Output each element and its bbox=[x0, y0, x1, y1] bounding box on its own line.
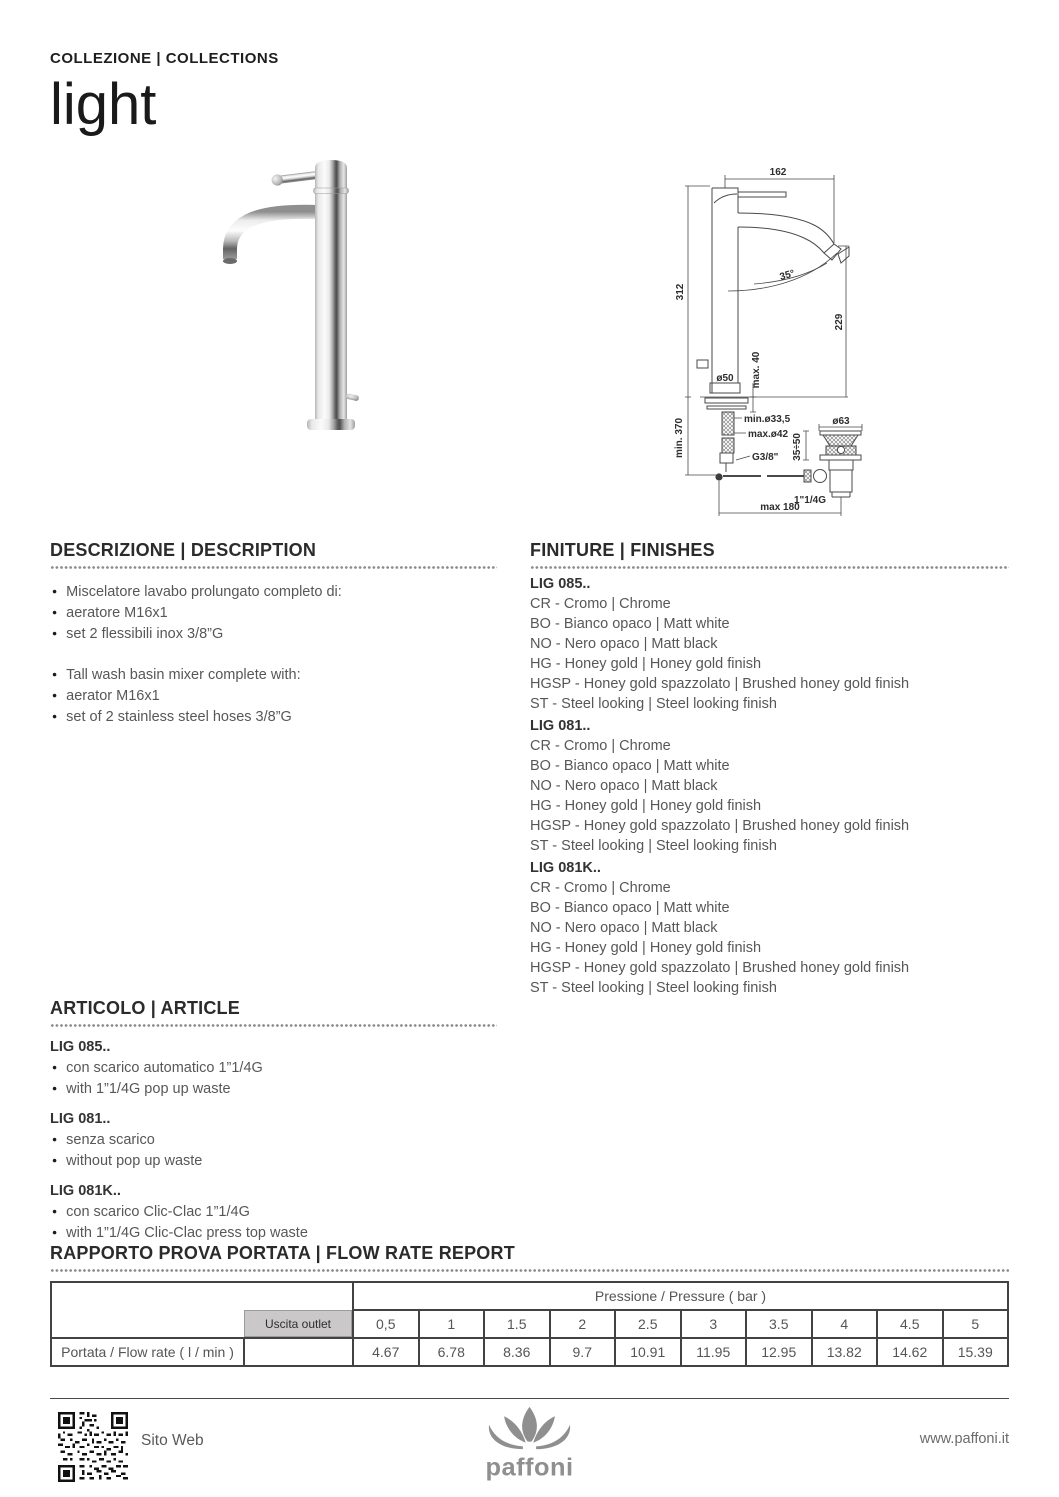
description-item: aeratore M16x1 bbox=[66, 605, 168, 621]
description-item: Miscelatore lavabo prolungato completo di: bbox=[66, 584, 342, 600]
article-group bbox=[50, 1037, 497, 1099]
dim-min370: min. 370 bbox=[674, 417, 685, 459]
finish-option: CR - Cromo | Chrome bbox=[530, 596, 671, 612]
finish-option: BO - Bianco opaco | Matt white bbox=[530, 758, 730, 774]
description-heading: DESCRIZIONE | DESCRIPTION bbox=[50, 540, 317, 560]
technical-drawing bbox=[648, 150, 888, 540]
finish-option: ST - Steel looking | Steel looking finish bbox=[530, 696, 777, 712]
finish-option: CR - Cromo | Chrome bbox=[530, 738, 671, 754]
dim-162: 162 bbox=[769, 167, 787, 178]
article-group bbox=[50, 1181, 497, 1243]
dim-d50: ø50 bbox=[716, 373, 734, 384]
finish-group-code: LIG 085.. bbox=[530, 576, 591, 592]
brand-wordmark: paffoni bbox=[485, 1453, 574, 1482]
flow-value: 6.78 bbox=[419, 1338, 485, 1366]
article-item: with 1”1/4G Clic-Clac press top waste bbox=[66, 1225, 308, 1241]
faucet-body bbox=[307, 160, 359, 430]
table-corner-cell bbox=[51, 1282, 353, 1338]
empty-cell bbox=[244, 1338, 353, 1366]
finish-group-code: LIG 081.. bbox=[530, 718, 591, 734]
pressure-header-cell: Pressione / Pressure ( bar ) bbox=[353, 1282, 1008, 1310]
finish-option: ST - Steel looking | Steel looking finish bbox=[530, 980, 777, 996]
list-item bbox=[52, 1078, 497, 1099]
article-item: con scarico Clic-Clac 1”1/4G bbox=[66, 1204, 250, 1220]
flow-value: 9.7 bbox=[550, 1338, 616, 1366]
pressure-value: 0,5 bbox=[353, 1310, 419, 1338]
article-heading: ARTICOLO | ARTICLE bbox=[50, 998, 240, 1018]
list-item bbox=[52, 1150, 497, 1171]
paffoni-logo bbox=[472, 1404, 587, 1484]
section-flow-report bbox=[50, 1243, 1009, 1367]
article-items bbox=[52, 1057, 497, 1099]
pressure-value: 2.5 bbox=[615, 1310, 681, 1338]
article-item: without pop up waste bbox=[66, 1153, 203, 1169]
article-group-code: LIG 081K.. bbox=[50, 1183, 121, 1199]
dim-min-d335: min.ø33,5 bbox=[744, 414, 791, 425]
list-item bbox=[52, 602, 497, 623]
pressure-value: 5 bbox=[943, 1310, 1009, 1338]
description-item: aerator M16x1 bbox=[66, 688, 160, 704]
pressure-value: 3 bbox=[681, 1310, 747, 1338]
flow-value: 10.91 bbox=[615, 1338, 681, 1366]
article-group-code: LIG 081.. bbox=[50, 1111, 111, 1127]
list-item bbox=[52, 1057, 497, 1078]
section-description bbox=[50, 540, 497, 727]
flow-rate-table bbox=[50, 1281, 1009, 1367]
description-list bbox=[52, 581, 497, 644]
section-article bbox=[50, 998, 497, 1243]
dim-d63: ø63 bbox=[832, 416, 850, 427]
flow-value: 11.95 bbox=[681, 1338, 747, 1366]
article-items bbox=[52, 1129, 497, 1171]
pressure-value: 1 bbox=[419, 1310, 485, 1338]
dim-312: 312 bbox=[675, 283, 686, 301]
finish-option: NO - Nero opaco | Matt black bbox=[530, 778, 718, 794]
finish-option: HGSP - Honey gold spazzolato | Brushed honey gold finish bbox=[530, 960, 910, 976]
drain-assembly-outline bbox=[814, 431, 862, 497]
dim-g38: G3/8" bbox=[752, 452, 779, 463]
header bbox=[50, 50, 279, 137]
article-item: senza scarico bbox=[66, 1132, 155, 1148]
flow-value: 4.67 bbox=[353, 1338, 419, 1366]
dim-35-50: 35÷50 bbox=[792, 433, 803, 461]
section-finishes bbox=[530, 540, 1009, 998]
finish-option: ST - Steel looking | Steel looking finish bbox=[530, 838, 777, 854]
pressure-value: 3.5 bbox=[746, 1310, 812, 1338]
finishes-list bbox=[530, 574, 1009, 998]
flow-value: 13.82 bbox=[812, 1338, 878, 1366]
pressure-value: 1.5 bbox=[484, 1310, 550, 1338]
article-item: with 1”1/4G pop up waste bbox=[66, 1081, 231, 1097]
outlet-label-cell: Uscita outlet bbox=[244, 1310, 352, 1337]
list-item bbox=[52, 685, 497, 706]
finish-option: NO - Nero opaco | Matt black bbox=[530, 636, 718, 652]
pressure-value: 4 bbox=[812, 1310, 878, 1338]
list-item bbox=[52, 1222, 497, 1243]
list-item bbox=[52, 664, 497, 685]
flow-value: 15.39 bbox=[943, 1338, 1009, 1366]
description-item: set 2 flessibili inox 3/8”G bbox=[66, 626, 224, 642]
website-url[interactable]: www.paffoni.it bbox=[919, 1431, 1009, 1447]
finish-option: HG - Honey gold | Honey gold finish bbox=[530, 656, 762, 672]
flow-value: 12.95 bbox=[746, 1338, 812, 1366]
collection-label: COLLEZIONE | COLLECTIONS bbox=[50, 50, 279, 67]
palm-fronds-icon bbox=[489, 1407, 570, 1449]
list-item bbox=[52, 1129, 497, 1150]
description-list-en bbox=[52, 664, 497, 727]
page-title: light bbox=[50, 72, 157, 137]
dotted-divider bbox=[50, 1269, 1009, 1272]
finish-option: HGSP - Honey gold spazzolato | Brushed honey gold finish bbox=[530, 818, 910, 834]
flow-value: 14.62 bbox=[877, 1338, 943, 1366]
finish-option: HGSP - Honey gold spazzolato | Brushed honey gold finish bbox=[530, 676, 910, 692]
dotted-divider bbox=[50, 566, 497, 569]
finish-option: CR - Cromo | Chrome bbox=[530, 880, 671, 896]
finish-option: HG - Honey gold | Honey gold finish bbox=[530, 798, 762, 814]
dotted-divider bbox=[50, 1024, 497, 1027]
dim-angle: 35° bbox=[778, 268, 797, 283]
flow-row-label: Portata / Flow rate ( l / min ) bbox=[51, 1338, 244, 1366]
faucet-spout bbox=[223, 212, 320, 264]
list-item bbox=[52, 623, 497, 644]
finishes-heading: FINITURE | FINISHES bbox=[530, 540, 715, 560]
article-group bbox=[50, 1109, 497, 1171]
article-items bbox=[52, 1201, 497, 1243]
finish-option: HG - Honey gold | Honey gold finish bbox=[530, 940, 762, 956]
dim-229: 229 bbox=[834, 313, 845, 331]
finish-option: BO - Bianco opaco | Matt white bbox=[530, 616, 730, 632]
list-item bbox=[52, 1201, 497, 1222]
description-item: Tall wash basin mixer complete with: bbox=[66, 667, 301, 683]
list-item bbox=[52, 581, 497, 602]
pressure-value: 4.5 bbox=[877, 1310, 943, 1338]
dim-1-14g: 1"1/4G bbox=[794, 495, 826, 506]
flow-rate-row bbox=[51, 1338, 1008, 1366]
dim-max40: max. 40 bbox=[751, 351, 762, 389]
flow-report-heading: RAPPORTO PROVA PORTATA | FLOW RATE REPORT bbox=[50, 1243, 515, 1263]
description-item: set of 2 stainless steel hoses 3/8”G bbox=[66, 709, 292, 725]
article-item: con scarico automatico 1”1/4G bbox=[66, 1060, 263, 1076]
dim-max180: max 180 bbox=[760, 502, 800, 513]
product-photo bbox=[180, 150, 430, 450]
finish-group-code: LIG 081K.. bbox=[530, 860, 601, 876]
pressure-value: 2 bbox=[550, 1310, 616, 1338]
article-group-code: LIG 085.. bbox=[50, 1039, 111, 1055]
list-item bbox=[52, 706, 497, 727]
finish-option: NO - Nero opaco | Matt black bbox=[530, 920, 718, 936]
dim-max-d42: max.ø42 bbox=[748, 429, 789, 440]
site-web-label: Sito Web bbox=[141, 1432, 204, 1449]
finish-option: BO - Bianco opaco | Matt white bbox=[530, 900, 730, 916]
footer-divider bbox=[50, 1398, 1009, 1399]
qr-code-icon[interactable] bbox=[58, 1412, 128, 1482]
dotted-divider bbox=[530, 566, 1009, 569]
faucet-handle bbox=[271, 169, 322, 186]
flow-value: 8.36 bbox=[484, 1338, 550, 1366]
